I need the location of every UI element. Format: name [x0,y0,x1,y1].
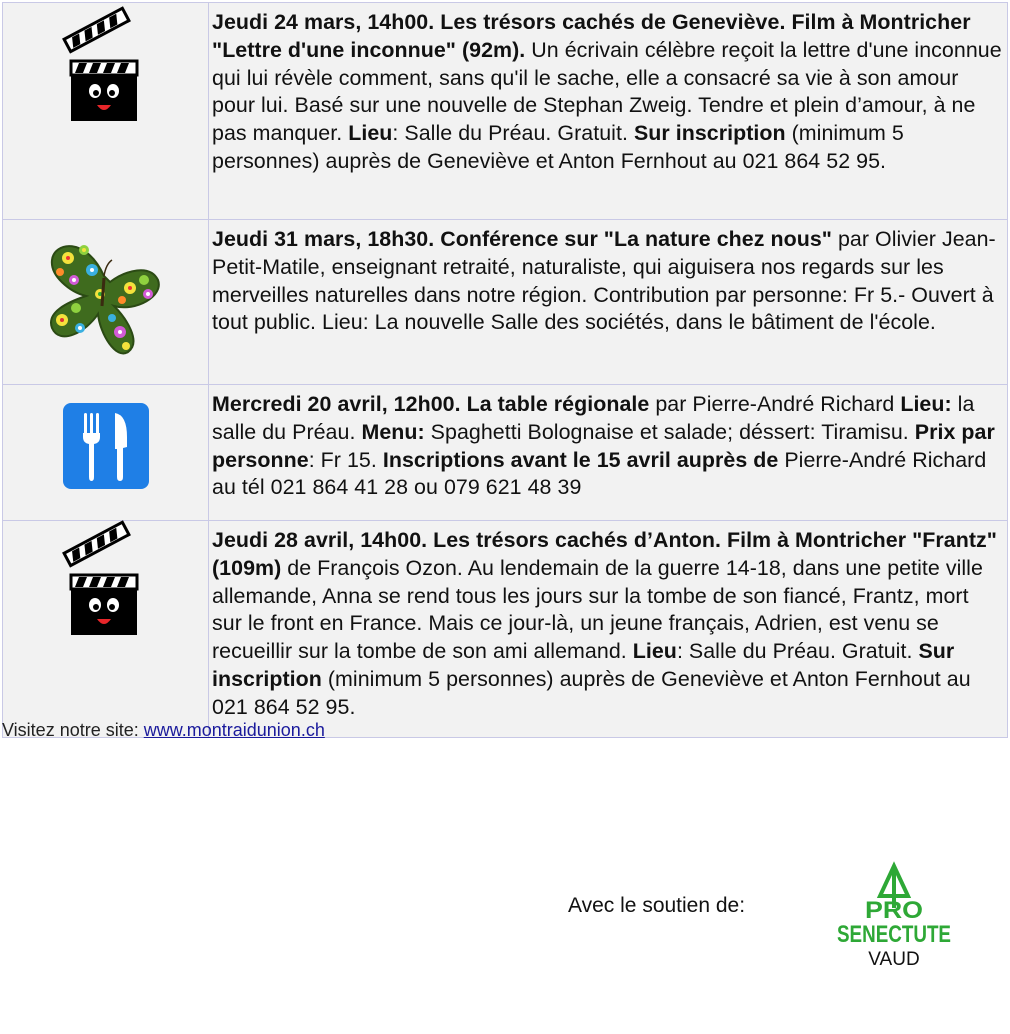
logo-line1: PRO [865,897,923,924]
logo-line2: SENECTUTE [837,921,951,948]
event-text-bold: Sur inscription [633,121,786,146]
event-text-bold: Jeudi 31 mars, 18h30. Conférence sur "La nature chez nous" [212,227,832,251]
event-text [209,521,1008,738]
event-text [209,3,1008,220]
event-text-span: : Salle du Préau. Gratuit. [392,121,634,146]
events-table [2,2,1008,738]
support-label: Avec le soutien de: [568,894,746,917]
event-text-span: Un écrivain célèbre reçoit la lettre d'une inconnue qui lui révèle comment, sans qu'il le sache, elle a consacré sa vie à son amour pour lui. Basé sur une nouvelle de Stephan Zweig. Tendre et plein d’amour, à ne pas manquer. [212,37,1002,146]
clapperboard-icon [67,11,145,123]
event-text [209,385,1008,521]
event-text-span: Spaghetti Bolognaise et salade; déssert: Tiramisu. [424,419,915,444]
event-text-span: par Pierre-André Richard [649,392,901,416]
event-text-bold: Menu: [361,419,425,444]
event-text-bold: Jeudi 24 mars, 14h00. Les trésors cachés de Geneviève. Film à Montricher "Lettre d'une inconnue" (92m). [212,10,971,62]
event-text-bold: Mercredi 20 avril, 12h00. La table régionale [212,392,650,416]
event-text-span: la salle du Préau. [212,392,975,444]
event-icon-cell [3,220,209,385]
event-row [3,521,1008,738]
event-row [3,3,1008,220]
butterfly-icon [46,236,166,358]
event-text-span: de François Ozon. Au lendemain de la guerre 14-18, dans une petite ville allemande, Anna se rend tous les jours sur la tombe de son fiancé, Frantz, mort sur le front en France. Mais ce jour-là, un jeune français, Adrien, est venu se recueillir sur la tombe de son ami allemand. [212,555,983,664]
event-text-span: Pierre-André Richard au tél 021 864 41 28 ou 079 621 48 39 [212,447,987,500]
event-row [3,220,1008,385]
event-text-span: : Fr 15. [308,447,383,472]
event-text-bold: Lieu [348,121,393,146]
clapperboard-icon [67,525,145,637]
pro-senectute-logo [832,862,956,972]
event-icon-cell [3,385,209,521]
event-text-bold: Sur inscription [212,639,955,691]
event-text-bold: Lieu: [900,392,952,416]
event-text-bold: Lieu [632,639,677,664]
website-link[interactable]: www.montraidunion.ch [143,720,325,740]
event-text-span: (minimum 5 personnes) auprès de Geneviève et Anton Fernhout au 021 864 52 95. [212,121,904,173]
fork-knife-icon [63,403,149,489]
event-icon-cell [3,3,209,220]
event-text-span: (minimum 5 personnes) auprès de Geneviève et Anton Fernhout au 021 864 52 95. [212,666,971,719]
event-text-span: : Salle du Préau. Gratuit. [676,639,919,664]
event-text-bold: Prix par personne [212,419,995,472]
visit-site-label: Visitez notre site: [2,720,144,740]
event-text-bold: Inscriptions avant le 15 avril auprès de [382,447,779,472]
event-row [3,385,1008,521]
logo-line3: VAUD [868,949,920,970]
event-text-bold: Jeudi 28 avril, 14h00. Les trésors cachés d’Anton. Film à Montricher "Frantz" (109m) [212,528,997,580]
event-icon-cell [3,521,209,738]
event-text [209,220,1008,385]
visit-site-line [2,720,325,741]
event-text-span: par Olivier Jean-Petit-Matile, enseignant retraité, naturaliste, qui aiguisera nos regards sur les merveilles naturelles dans notre région. Contribution par personne: Fr 5.- Ouvert à tout public. Lieu: La nouvelle Salle des sociétés, dans le bâtiment de l'école. [212,227,996,335]
